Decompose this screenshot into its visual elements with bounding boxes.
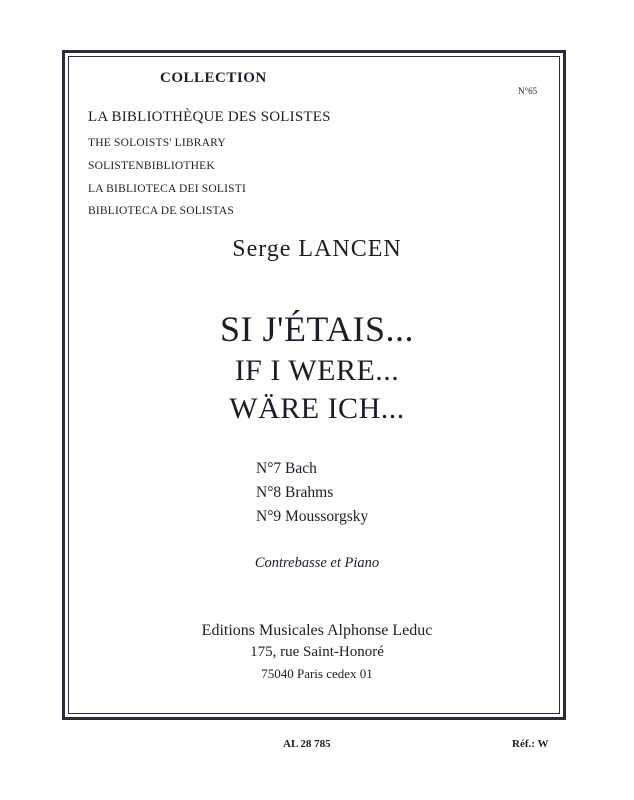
- reference-code: Réf.: W: [512, 738, 549, 750]
- title-english: IF I WERE...: [234, 354, 400, 387]
- composer-name: Serge LANCEN: [232, 236, 402, 262]
- instrumentation: Contrebasse et Piano: [254, 555, 380, 571]
- library-title-es: BIBLIOTECA DE SOLISTAS: [88, 205, 234, 217]
- piece-moussorgsky: N°9 Moussorgsky: [256, 508, 369, 525]
- publisher-name: Editions Musicales Alphonse Leduc: [201, 622, 433, 639]
- collection-label: COLLECTION: [160, 70, 267, 86]
- catalog-number: AL 28 785: [283, 738, 331, 750]
- piece-bach: N°7 Bach: [256, 460, 317, 477]
- publisher-city: 75040 Paris cedex 01: [261, 666, 373, 681]
- library-title-de: SOLISTENBIBLIOTHEK: [88, 160, 215, 172]
- library-title-it: LA BIBLIOTECA DEI SOLISTI: [88, 183, 247, 195]
- collection-number: N°65: [518, 86, 538, 96]
- publisher-address: 175, rue Saint-Honoré: [250, 644, 384, 660]
- library-title-en: THE SOLOISTS' LIBRARY: [88, 137, 226, 149]
- piece-brahms: N°8 Brahms: [256, 484, 334, 501]
- title-german: WÄRE ICH...: [229, 392, 405, 425]
- title-french: SI J'ÉTAIS...: [219, 309, 415, 349]
- library-title-fr: LA BIBLIOTHÈQUE DES SOLISTES: [88, 109, 331, 125]
